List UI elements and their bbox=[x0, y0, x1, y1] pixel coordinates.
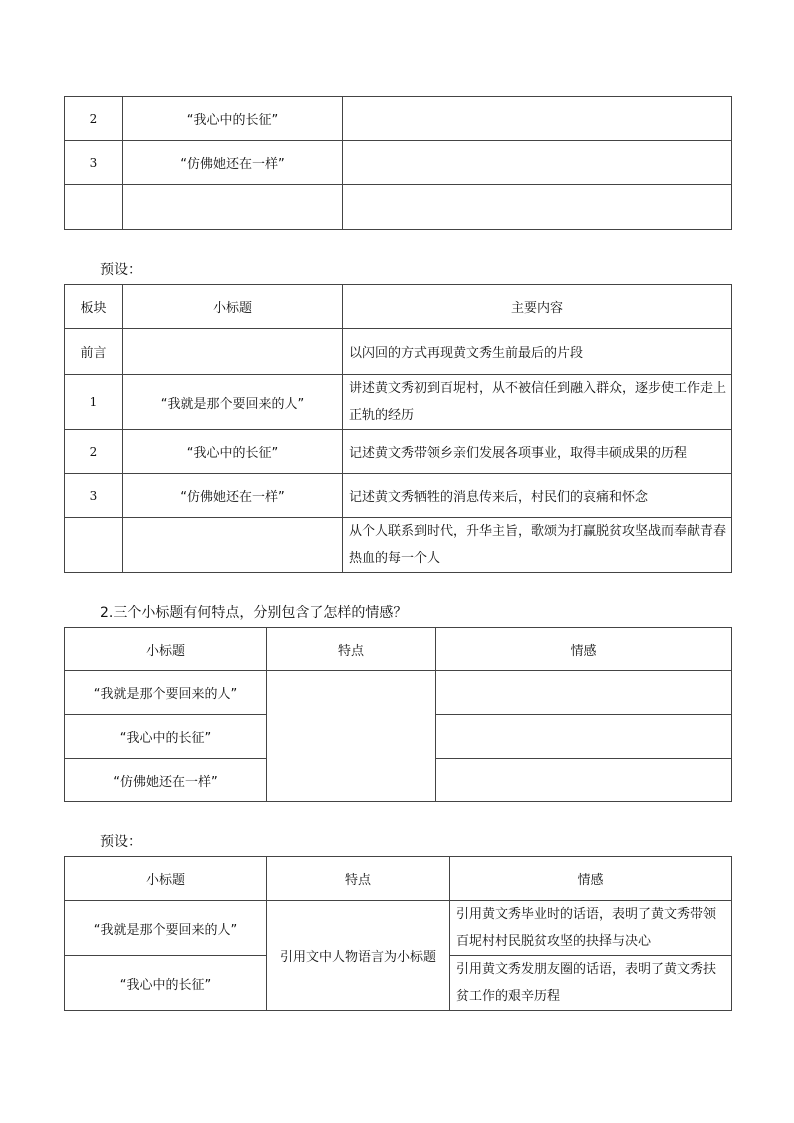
table-row bbox=[65, 474, 732, 518]
table-header-row bbox=[65, 628, 732, 671]
content-cell[interactable] bbox=[343, 141, 732, 185]
header-feature: 特点 bbox=[267, 857, 450, 901]
block-number-cell: 2 bbox=[65, 97, 123, 141]
header-main-content: 主要内容 bbox=[343, 285, 732, 329]
header-subtitle: 小标题 bbox=[123, 285, 343, 329]
subtitle-cell: “仿佛她还在一样” bbox=[65, 759, 267, 802]
subtitle-cell bbox=[123, 518, 343, 573]
emotion-cell: 引用黄文秀毕业时的话语，表明了黄文秀带领百坭村村民脱贫攻坚的抉择与决心 bbox=[450, 901, 732, 956]
table-row bbox=[65, 901, 732, 956]
subtitle-cell bbox=[123, 185, 343, 230]
table-row bbox=[65, 185, 732, 230]
emotion-cell[interactable] bbox=[436, 715, 732, 759]
block-number-cell: 前言 bbox=[65, 329, 123, 375]
block-number-cell: 1 bbox=[65, 375, 123, 430]
content-cell: 记述黄文秀牺牲的消息传来后，村民们的哀痛和怀念 bbox=[343, 474, 732, 518]
subtitle-cell: “我心中的长征” bbox=[123, 97, 343, 141]
table-header-row bbox=[65, 285, 732, 329]
block-number-cell: 3 bbox=[65, 141, 123, 185]
table-row bbox=[65, 518, 732, 573]
table-row bbox=[65, 375, 732, 430]
header-block: 板块 bbox=[65, 285, 123, 329]
header-emotion: 情感 bbox=[450, 857, 732, 901]
content-cell: 讲述黄文秀初到百坭村，从不被信任到融入群众，逐步使工作走上正轨的经历 bbox=[343, 375, 732, 430]
block-number-cell: 3 bbox=[65, 474, 123, 518]
block-number-cell: 2 bbox=[65, 430, 123, 474]
content-cell: 从个人联系到时代，升华主旨，歌颂为打赢脱贫攻坚战而奉献青春热血的每一个人 bbox=[343, 518, 732, 573]
header-subtitle: 小标题 bbox=[65, 628, 267, 671]
subtitle-cell: “我心中的长征” bbox=[65, 956, 267, 1011]
subtitle-cell: “我心中的长征” bbox=[65, 715, 267, 759]
feature-cell[interactable] bbox=[267, 671, 436, 802]
emotion-cell[interactable] bbox=[436, 759, 732, 802]
preset-blocks-table bbox=[64, 284, 732, 573]
table-header-row bbox=[65, 857, 732, 901]
block-number-cell bbox=[65, 518, 123, 573]
subtitle-cell: “仿佛她还在一样” bbox=[123, 474, 343, 518]
subtitle-cell: “我就是那个要回来的人” bbox=[123, 375, 343, 430]
feature-emotion-table bbox=[64, 627, 732, 802]
block-number-cell bbox=[65, 185, 123, 230]
content-cell: 记述黄文秀带领乡亲们发展各项事业，取得丰硕成果的历程 bbox=[343, 430, 732, 474]
header-subtitle: 小标题 bbox=[65, 857, 267, 901]
table-row bbox=[65, 141, 732, 185]
subtitle-cell: “仿佛她还在一样” bbox=[123, 141, 343, 185]
table-row bbox=[65, 97, 732, 141]
content-cell: 以闪回的方式再现黄文秀生前最后的片段 bbox=[343, 329, 732, 375]
content-cell[interactable] bbox=[343, 185, 732, 230]
worksheet-table-continued bbox=[64, 96, 732, 230]
content-cell[interactable] bbox=[343, 97, 732, 141]
preset-label: 预设： bbox=[100, 834, 142, 850]
header-emotion: 情感 bbox=[436, 628, 732, 671]
subtitle-cell: “我就是那个要回来的人” bbox=[65, 671, 267, 715]
table-row bbox=[65, 430, 732, 474]
table-row bbox=[65, 671, 732, 715]
feature-cell: 引用文中人物语言为小标题 bbox=[267, 901, 450, 1011]
subtitle-cell: “我就是那个要回来的人” bbox=[65, 901, 267, 956]
question-2: 2.三个小标题有何特点，分别包含了怎样的情感？ bbox=[100, 605, 408, 621]
preset-label: 预设： bbox=[100, 262, 142, 278]
subtitle-cell bbox=[123, 329, 343, 375]
preset-feature-emotion-table bbox=[64, 856, 732, 1011]
table-row bbox=[65, 329, 732, 375]
emotion-cell: 引用黄文秀发朋友圈的话语，表明了黄文秀扶贫工作的艰辛历程 bbox=[450, 956, 732, 1011]
subtitle-cell: “我心中的长征” bbox=[123, 430, 343, 474]
header-feature: 特点 bbox=[267, 628, 436, 671]
emotion-cell[interactable] bbox=[436, 671, 732, 715]
